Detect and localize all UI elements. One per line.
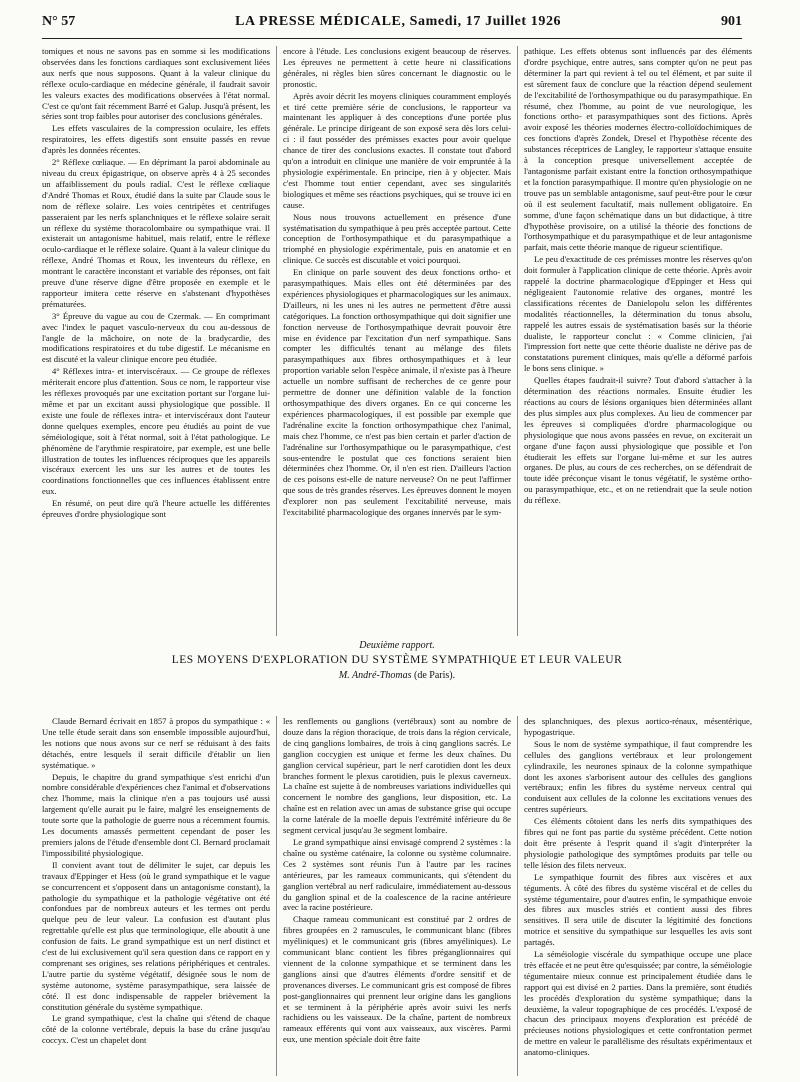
paragraph: tomiques et nous ne savons pas en somme si les modifications observées dans les fonctions cardiaques sont exclusivement liées aux nerfs que nous supposons. Quant à la valeur clinique du réflexe oculo-cardiaque en médecine générale, il faudrait savoir les valeurs exactes des modifications observées à l'état normal. C'est ce qu'ont fait récemment Barré et Galup. Jusqu'à présent, les séries sont trop faibles pour autoriser des conclusions générales. (42, 46, 270, 122)
paragraph: Chaque rameau communicant est constitué par 2 ordres de fibres groupées en 2 ramuscules, le communicant blanc (fibres myéliniques) et le communicant gris (fibres amyéliniques). Le communicant blanc contient les fibres préganglionnaires qui viennent de la colonne sympathique et se terminent dans les ganglions ainsi que d'autres éléments d'ordre sensitif et de provenances diverses. Le communicant gris est composé de fibres post-ganglionnaires qui prennent leur origine dans les ganglions et se terminent à la périphérie après avoir suivi les nerfs rachidiens ou les vaisseaux. De la chaîne, partent de nombreux rameaux efférents qui vont aux vaisseaux, aux viscères. Parmi eux, une mention spéciale doit être faite (283, 914, 511, 1045)
paragraph: Après avoir décrit les moyens cliniques couramment employés et tiré cette première série de conclusions, le rapporteur va maintenant les appliquer à des conceptions d'une portée plus générale. Le principe dirigeant de son exposé sera dès lors celui-ci : il faut posséder des prémisses exactes pour avoir quelque chance de tirer des conclusions exactes. Il constate tout d'abord qu'on a introduit en clinique une manière de voir empruntée à la physiologie expérimentale. En principe, rien à y objecter. Mais c'est l'homme tout entier cependant, avec ses singularités biologiques et même ses réactions psychiques, qui se trouve ici en cause. (283, 90, 511, 210)
page-number: 901 (721, 14, 742, 29)
paragraph: Quelles étapes faudrait-il suivre? Tout d'abord s'attacher à la détermination des réactions normales. Ensuite étudier les réactions au cours de lésions organiques bien déterminées allant des plus simples aux plus complexes. Au lieu de commencer par les épreuves si compliquées d'ordre pharmacologique ou physiologique que nous avons passées en revue, on exciterait un organe d'une façon aussi physiologique que possible et l'on étudierait les effets sur l'organe lui-même et sur les autres organes. De plus, au cours de ces recherches, on se défendrait de toute idée préconçue visant le tonus végétatif, le système ortho- ou parasympathique, etc., et on ne retiendrait que la seule notion du réflexe. (524, 375, 752, 506)
paragraph: Le peu d'exactitude de ces prémisses montre les réserves qu'on doit formuler à l'application clinique de cette théorie. Après avoir rappelé la doctrine pharmacologique d'Eppinger et Hess qui négligeaient l'autonomie relative des organes, montré les classifications récentes de Danielopolu selon les différentes modalités réactionnelles, la détermination du tonus absolu, rappelé les autres essais de systématisation basés sur la théorie dualiste, le rapporteur conclut : « Comme clinicien, j'ai l'impression fort nette que cette théorie dualiste ne dérive pas de constatations purement cliniques, mais qu'elle a déformé parfois le bons sens clinique. » (524, 254, 752, 374)
author-place: (de Paris). (411, 670, 456, 681)
paragraph: En clinique on parle souvent des deux fonctions ortho- et parasympathiques. Mais elles ont été déterminées par des expériences physiologiques et pharmacologiques sur les animaux. D'ailleurs, ni les unes ni les autres ne permettent d'être aussi catégoriques. La fonction orthosympathique qui doit signifier une fonction nerveuse de l'orthosympathique devrait pouvoir être mise en évidence par l'excitation d'un nerf sympathique. Sans compter les difficultés tenant au mélange des filets parasympathiques aux fibres orthosympathiques et à leur proportion variable selon l'espèce animale, il n'existe pas à l'heure actuelle un nombre suffisant de recherches de ce genre pour permettre de donner une définition valable de la fonction orthosympathique des divers organes. En ce qui concerne les expériences pharmacologiques, il est possible par exemple que l'adrénaline excite la fonction orthosympathique chez l'animal, mais chez l'homme, ce n'est pas bien certain et parler d'action de l'adrénaline sur l'orthosympathique ou le parasympathique, c'est sous-entendre le postulat que ces fonctions seraient bien déterminées chez l'homme. Or, il n'en est rien. D'ailleurs l'action de ces poisons est-elle de nature nerveuse? On ne peut l'affirmer que sous de très grandes réserves. Les épreuves donnent le moyen d'explorer non pas seulement l'excitabilité nerveuse, mais l'excitabilité pharmacologique des organes innervés par le sym- (283, 267, 511, 518)
report-title: LES MOYENS D'EXPLORATION DU SYSTÈME SYMPATHIQUE ET LEUR VALEUR (171, 654, 623, 666)
column-divider (517, 716, 518, 1076)
paragraph: Depuis, le chapitre du grand sympathique s'est enrichi d'un nombre considérable d'expériences chez l'animal et d'observations chez l'homme, mais la clinique n'en a pas toujours usé aussi largement qu'elle aurait pu le faire, malgré les enseignements de toute sorte que la pathologie de guerre nous a récemment fournis. Les documents amassés permettent cependant de poser les premiers jalons de l'étude d'ensemble dont Cl. Bernard proclamait l'impossibilité physiologique. (42, 771, 270, 858)
paragraph: Claude Bernard écrivait en 1857 à propos du sympathique : « Une telle étude serait dans son ensemble impossible aujourd'hui, les notions que nous avons sur ce nerf se réduisant à des faits détachés, entre lesquels il serait difficile d'établir un lien systématique. » (42, 716, 270, 770)
paragraph: pathique. Les effets obtenus sont influencés par des éléments d'ordre psychique, entre autres, sans compter qu'on ne peut pas déterminer la part qui revient à tel ou tel élément, et par suite il est sûrement faux de conclure que la réaction dépend seulement de l'excitabilité de l'orthosympathique ou du parasympathique. En résumé, chez l'homme, au point de vue neurologique, les fonctions ortho- et parasympathiques sont des fictions. Après avoir exposé les théories modernes électro-colloïdochimiques de ces fonctions d'après Zondek, Dresel et l'hypothèse récente des substances réceptrices de Langley, le rapporteur s'attaque ensuite à la conception presque universellement acceptée de l'antagonisme parfait existant entre la fonction orthosympathique et la fonction parasympathique. Il montre qu'en physiologie on ne trouve pas un semblable antagonisme, sauf peut-être pour le cœur où il est seulement facultatif, mais nullement obligatoire. En somme, d'une façon schématique dans un but didactique, à titre d'hypothèse provisoire, on a utilisé la théorie des fonctions de l'orthosympathique et du parasympathique et de leur antagonisme parfait, mais cette théorie manque de rigueur scientifique. (524, 46, 752, 253)
paragraph: La séméiologie viscérale du sympathique occupe une place très effacée et ne peut être qu'esquissée; par contre, la séméiologie tégumentaire mieux connue est principalement étudiée dans le rapport qui est divisé en 2 parties. Dans la première, sont étudiés les procédés d'exploration du système sympathique; dans la deuxième, la valeur topographique de ces procédés. L'exposé de chacun des principaux moyens d'exploration est précédé de précieuses notions physiologiques et cette confrontation permet de mettre en valeur le parallélisme des résultats expérimentaux et anatomo-cliniques. (524, 949, 752, 1058)
bottom-column-3 (524, 716, 752, 1076)
paragraph: 3° Épreuve du vague au cou de Czermak. — En comprimant avec l'index le paquet vasculo-nerveux du cou au-dessous de l'angle de la mâchoire, on note de la bradycardie, des modifications respiratoires et du tube digestif. Le mécanisme en est discuté et la valeur clinique encore peu étudiée. (42, 310, 270, 365)
paragraph: Il convient avant tout de délimiter le sujet, car depuis les travaux d'Eppinger et Hess (où le grand sympathique et le vague se concurrencent et s'opposent dans un antagonisme constant), la pathologie du sympathique et la pathologie végétative ont été confondues par de nombreux auteurs et les termes ont perdu quelque peu de leur valeur. La confusion est d'autant plus regrettable qu'elle est plus que terminologique, elle aboutit à une confusion de faits. Le grand sympathique est un nerf distinct et c'est de lui exclusivement qu'il sera question dans ce rapport en y comprenant ses origines, ses relations périphériques et centrales. L'autre partie du système végétatif, désignée sous le nom de système autonome, système parasympathique, sera laissée de côté. Il est donc indispensable de rappeler brièvement la constitution générale du système sympathique. (42, 859, 270, 1012)
column-divider (276, 46, 277, 636)
report-label: Deuxième rapport. (359, 640, 435, 651)
report-author (42, 670, 752, 681)
top-column-2 (283, 46, 511, 636)
paragraph: Nous nous trouvons actuellement en présence d'une systématisation du sympathique à peu près acceptée partout. Cette conception de l'orthosympathique et du parasympathique a triomphé en physiologie expérimentale, puis en anatomie et en clinique. Ce succès est discutable et voici pourquoi. (283, 211, 511, 266)
paragraph: des splanchniques, des plexus aortico-rénaux, mésentérique, hypogastrique. (524, 716, 752, 737)
top-column-1 (42, 46, 270, 636)
author-name: M. André-Thomas (338, 670, 412, 681)
paragraph: encore à l'étude. Les conclusions exigent beaucoup de réserves. Les épreuves ne permettent à cette heure ni classifications générales, ni règles bien sûres concernant le diagnostic ou le pronostic. (283, 46, 511, 89)
paragraph: Le grand sympathique ainsi envisagé comprend 2 systèmes : la chaîne ou système caténaire, la colonne ou système columnaire. Ces 2 systèmes sont réunis l'un à l'autre par les racines antérieures, par les rameaux communicants, qui s'étendent du ganglion vertébral au nerf radiculaire, immédiatement au-dessous du ganglion spinal et de la coalescence de la racine antérieure avec la racine postérieure. (283, 836, 511, 913)
bottom-column-1 (42, 716, 270, 1076)
paragraph: Ces éléments côtoient dans les nerfs dits sympathiques des fibres qui ne font pas partie du système précédent. Cette notion doit être présente à l'esprit quand il s'agit d'interpréter la physiologie pathologique des symptômes produits par telle ou telle lésion des filets nerveux. (524, 816, 752, 870)
paragraph: 2° Réflexe cœliaque. — En déprimant la paroi abdominale au niveau du creux épigastrique, on observe après 4 à 25 secondes un affaiblissement du pouls radial. C'est le réflexe cœliaque d'André Thomas et Roux, étudié dans la suite par Claude sous le nom de réflexe solaire. Les voies centripètes et centrifuges passeraient par les nerfs splanchniques et le réflexe solaire serait un réflexe du système thoracolombaire ou sympathique vrai. Il existerait un antagonisme habituel, mais relatif, entre le réflexe oculo-cardiaque et le réflexe solaire. Quant à la valeur clinique du réflexe, André Thomas et Roux, les inventeurs du réflexe, en montrant le caractère inconstant et variable des réponses, ont fait preuve d'une réserve digne d'être proposée en exemple et le rapporteur imitera cette réserve en s'abstenant d'hypothèses prématurées. (42, 157, 270, 309)
paragraph: Les effets vasculaires de la compression oculaire, les effets respiratoires, les effets digestifs sont ensuite passés en revue d'après les données récentes. (42, 123, 270, 156)
paragraph: 4° Réflexes intra- et interviscéraux. — Ce groupe de réflexes mériterait encore plus d'attention. Sous ce nom, le rapporteur vise les réflexes provoqués par une excitation portant sur l'organe lui-même et par un excitant aussi physiologique que possible. Il existe une foule de réflexes intra- et interviscéraux dont l'auteur donne quelques exemples, encore peu étudiés au point de vue séméiologique, soit à l'état normal, soit à l'état pathologique. Le phénomène de l'arythmie respiratoire, par exemple, est une belle illustration de toutes les influences réciproques que les appareils viscéraux exercent les uns sur les autres et de toutes les coordinations fonctionnelles que ces influences établissent entre eux. (42, 366, 270, 497)
top-article-columns (42, 46, 752, 636)
paragraph: Le sympathique fournit des fibres aux viscères et aux téguments. À côté des fibres du système viscéral et de celles du système tégumentaire, pour d'autres enfin, le sympathique envoie des fibres aux muscles striés et contient aussi des fibres sensitives. Il sera utile de discuter la légitimité des fonctions motrice et sensitive du sympathique sur lesquelles les avis sont partagés. (524, 871, 752, 948)
top-column-3 (524, 46, 752, 636)
column-divider (276, 716, 277, 1076)
paragraph: les renflements ou ganglions (vertébraux) sont au nombre de douze dans la région thoracique, de trois dans la région cervicale, de cinq ganglions lombaires, de trois à cinq ganglions sacrés. Le ganglion coccygien est unique et ferme les deux chaînes. Du ganglion cervical supérieur, part le nerf carotidien dont les deux branches forment le plexus carotidien, puis le plexus caverneux. La chaîne est sujette à de nombreuses variations individuelles qui concernent le nombre des ganglions, leur disposition, etc. La chaîne est en relation avec un amas de substance grise qui occupe la corne latérale de la moelle depuis l'extrémité inférieure du 8e segment cervical jusqu'au 3e segment lombaire. (283, 716, 511, 836)
bottom-column-2 (283, 716, 511, 1076)
running-header (42, 14, 742, 39)
report-heading (42, 640, 752, 681)
column-divider (517, 46, 518, 636)
paragraph: Le grand sympathique, c'est la chaîne qui s'étend de chaque côté de la colonne vertébrale, depuis la base du crâne jusqu'au coccyx. C'est un chapelet dont (42, 1013, 270, 1046)
paragraph: Sous le nom de système sympathique, il faut comprendre les cellules des ganglions vertébraux et leur prolongement cylindraxile, les neurones spinaux de la colonne sympathique dont les axones s'arborisent autour des cellules des ganglions vertébraux; enfin les fibres du système nerveux central qui conduisent aux cellules de la colonne les excitations venues des centres supérieurs. (524, 738, 752, 815)
issue-number: N° 57 (42, 14, 76, 29)
paragraph: En résumé, on peut dire qu'à l'heure actuelle les différentes épreuves d'ordre physiologique sont (42, 498, 270, 520)
bottom-article-columns (42, 716, 752, 1076)
journal-title: LA PRESSE MÉDICALE, Samedi, 17 Juillet 1926 (235, 14, 562, 29)
